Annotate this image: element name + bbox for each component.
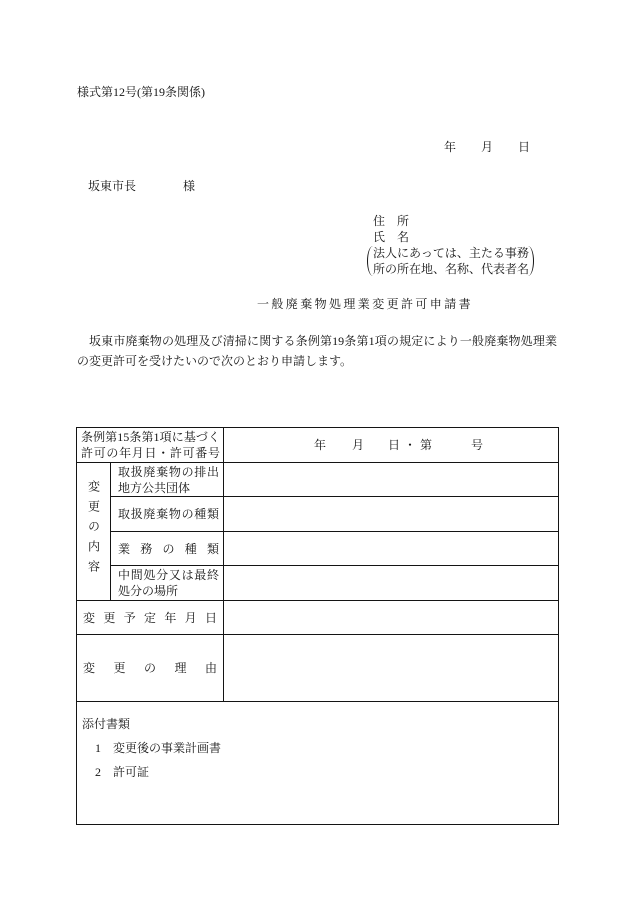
change-item-value-cell — [224, 497, 559, 532]
reason-value-cell — [224, 635, 559, 702]
change-item-label-cell — [111, 566, 224, 601]
permit-label-cell — [77, 428, 224, 463]
reason-label-cell — [77, 635, 224, 702]
change-details-label: 変更の内容 — [86, 479, 101, 580]
attachment-number: 1 — [95, 741, 101, 755]
planned-date-label: 変 更 予 定 年 月 日 — [83, 610, 218, 625]
change-item-label-line: 処分の場所 — [118, 584, 179, 598]
change-row — [77, 463, 559, 497]
attachments-row — [77, 702, 559, 825]
change-item-label-cell — [111, 463, 224, 497]
body-line: 坂東市廃棄物の処理及び清掃に関する条例第19条第1項の規定により一般廃棄物処理業 — [89, 334, 557, 348]
attachment-text: 変更後の事業計画書 — [113, 741, 222, 755]
planned-date-value-cell — [224, 601, 559, 635]
change-row — [77, 566, 559, 601]
change-item-label-line: 取扱廃棄物の排出 — [118, 464, 220, 479]
attachment-number: 2 — [95, 765, 101, 779]
change-item-value-cell — [224, 463, 559, 497]
planned-date-label-cell — [77, 601, 224, 635]
date-year-label: 年 — [444, 140, 457, 154]
attachment-text: 許可証 — [113, 765, 150, 779]
planned-date-row — [77, 601, 559, 635]
application-table — [76, 427, 559, 825]
change-item-label-cell — [111, 497, 224, 532]
attachments-cell — [77, 702, 559, 825]
reason-label: 変 更 の 理 由 — [83, 661, 218, 675]
change-item-value-cell — [224, 566, 559, 601]
address-label: 住 所 — [373, 214, 410, 228]
reason-row — [77, 635, 559, 702]
permit-day-number-label: 日・第 — [388, 438, 437, 452]
addressee-honorific: 様 — [183, 179, 196, 193]
change-item-label-line: 業 務 の 種 類 — [118, 541, 220, 556]
change-item-value-cell — [224, 532, 559, 566]
body-line: の変更許可を受けたいので次のとおり申請します。 — [77, 354, 353, 368]
change-item-label-line: 中間処分又は最終 — [118, 568, 220, 582]
permit-year-label: 年 — [314, 438, 327, 452]
attachment-item — [82, 764, 553, 780]
change-row — [77, 532, 559, 566]
date-day-label: 日 — [518, 140, 531, 154]
document-title: 一般廃棄物処理業変更許可申請書 — [257, 297, 474, 311]
name-label: 氏 名 — [373, 230, 410, 244]
change-item-label-line: 地方公共団体 — [118, 480, 191, 495]
right-bracket — [527, 246, 534, 276]
date-month-label: 月 — [481, 140, 494, 154]
attachment-item — [82, 740, 553, 756]
applicant-note-line: 所の所在地、名称、代表者名 — [373, 262, 530, 276]
change-row — [77, 497, 559, 532]
attachments-heading: 添付書類 — [82, 717, 131, 731]
change-details-group-cell — [77, 463, 111, 601]
permit-number-suffix: 号 — [471, 438, 484, 452]
addressee-name: 坂東市長 — [88, 179, 137, 193]
permit-value-cell — [224, 428, 559, 463]
change-item-label-cell — [111, 532, 224, 566]
permit-row — [77, 428, 559, 463]
applicant-note-line: 法人にあっては、主たる事務 — [373, 246, 529, 260]
permit-label-line: 条例第15条第1項に基づく — [81, 430, 221, 444]
permit-label-line: 許可の年月日・許可番号 — [81, 446, 221, 460]
form-number: 様式第12号(第19条関係) — [77, 85, 205, 99]
permit-month-label: 月 — [352, 438, 365, 452]
change-item-label-line: 取扱廃棄物の種類 — [118, 507, 220, 521]
